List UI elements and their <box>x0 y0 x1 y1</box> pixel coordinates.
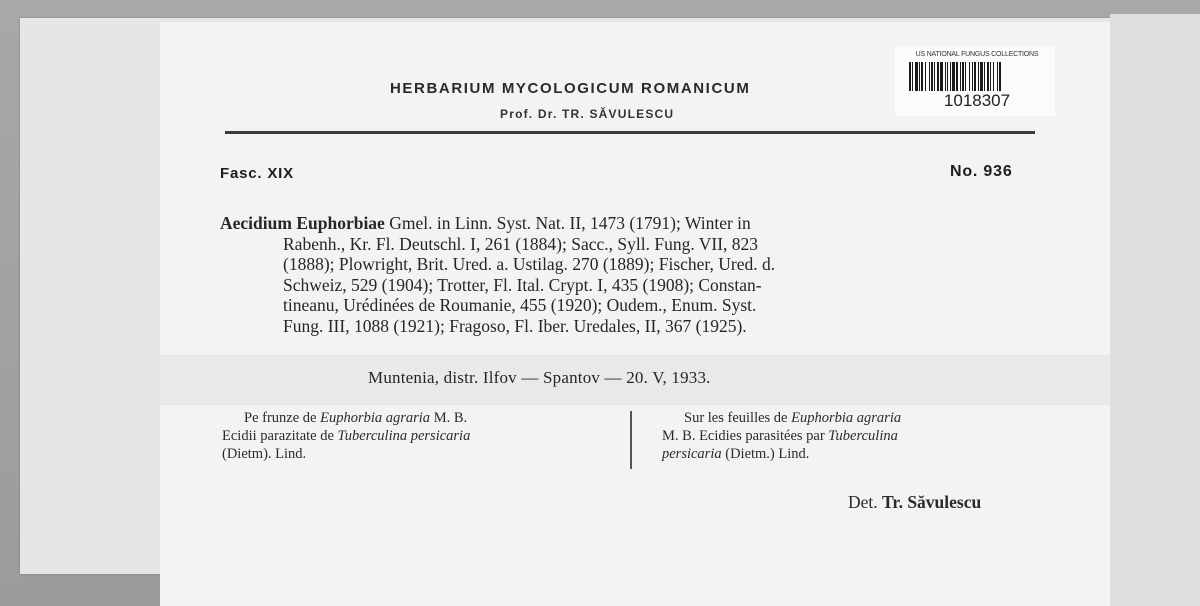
parasite-fr-text: M. B. Ecidies parasitées par <box>662 428 829 444</box>
host-fr-text: Sur les feuilles de <box>684 410 792 426</box>
parasite-fr-genus: Tuberculina <box>828 428 898 444</box>
citation-line-2: Rabenh., Kr. Fl. Deutschl. I, 261 (1884); Sacc., Syll. Fung. VII, 823 <box>283 233 759 254</box>
taxon-citation <box>220 213 1050 337</box>
host-fr-line-3 <box>662 445 1062 463</box>
host-ro-species: Euphorbia agraria <box>320 410 431 426</box>
taxon-genus: Aecidium <box>220 213 292 233</box>
fascicle-label: Fasc. XIX <box>220 165 294 182</box>
backing-sheet-edge <box>1110 14 1200 606</box>
herbarium-label <box>160 22 1110 606</box>
host-ro-line-3: (Dietm). Lind. <box>222 446 307 462</box>
citation-line-6: Fung. III, 1088 (1921); Fragoso, Fl. Iber. Uredales, II, 367 (1925). <box>283 315 747 336</box>
host-ro-text: Pe frunze de <box>244 410 321 426</box>
parasite-ro-species: Tuberculina persicaria <box>337 428 471 444</box>
determiner <box>848 492 981 513</box>
host-description-french <box>662 409 1062 463</box>
herbarium-title: HERBARIUM MYCOLOGICUM ROMANICUM <box>390 80 751 97</box>
host-fr-species: Euphorbia agraria <box>791 410 902 426</box>
parasite-fr-epithet: persicaria <box>662 446 722 462</box>
specimen-number: No. 936 <box>950 163 1013 180</box>
header-rule <box>225 131 1035 134</box>
collection-locality: Muntenia, distr. Ilfov — Spantov — 20. V, 1933. <box>368 368 711 387</box>
barcode-number: 1018307 <box>943 91 1011 110</box>
barcode-icon <box>909 62 1043 91</box>
citation-line-3: (1888); Plowright, Brit. Ured. a. Ustilag. 270 (1889); Fischer, Ured. d. <box>283 254 776 275</box>
host-ro-line-2 <box>222 427 617 445</box>
taxon-epithet: Euphorbiae <box>296 213 385 233</box>
parasite-fr-author: (Dietm.) Lind. <box>721 446 810 462</box>
host-fr-line-2 <box>662 427 1062 445</box>
citation-text: Gmel. in Linn. Syst. Nat. II, 1473 (1791); Winter in <box>389 213 751 233</box>
determiner-prefix: Det. <box>848 492 883 512</box>
citation-line-1 <box>220 213 1050 234</box>
determiner-name: Tr. Săvulescu <box>882 492 982 512</box>
host-fr-line-1 <box>662 409 1062 427</box>
barcode-label <box>895 46 1055 116</box>
herbarium-subtitle: Prof. Dr. TR. SĂVULESCU <box>500 107 675 121</box>
column-divider <box>630 411 632 469</box>
host-description-romanian <box>222 409 617 463</box>
citation-line-5: tineanu, Urédinées de Roumanie, 455 (1920); Oudem., Enum. Syst. <box>283 295 757 316</box>
host-ro-author: M. B. <box>430 410 468 426</box>
host-ro-line-1 <box>222 409 617 427</box>
barcode-caption: US NATIONAL FUNGUS COLLECTIONS <box>915 51 1039 58</box>
citation-line-4: Schweiz, 529 (1904); Trotter, Fl. Ital. Crypt. I, 435 (1908); Constan- <box>283 274 762 295</box>
parasite-ro-text: Ecidii parazitate de <box>222 428 338 444</box>
